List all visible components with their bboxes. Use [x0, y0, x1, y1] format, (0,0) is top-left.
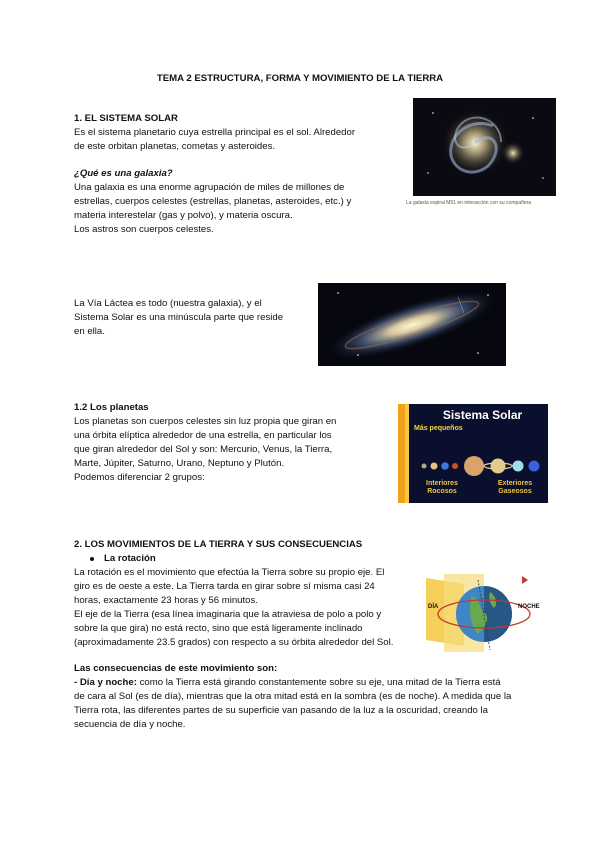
text-line: de cara al Sol (es de día), mientras que la otra mitad está en la sombra (es de noche). A medida que la [74, 691, 512, 702]
image-title: Sistema Solar [442, 408, 523, 422]
text-line: sobre la que gira) no está recto, sino que está ligeramente inclinado [74, 623, 363, 634]
text-line: que giran alrededor del Sol y son: Mercurio, Venus, la Tierra, [74, 444, 333, 455]
text-line: Podemos diferenciar 2 grupos: [74, 472, 205, 483]
section-heading: 1. EL SISTEMA SOLAR [74, 113, 178, 124]
image-label-outer: Exteriores Gaseosos [497, 480, 533, 495]
section-planets [74, 401, 374, 485]
text-line: de este orbitan planetas, cometas y asteroides. [74, 141, 276, 152]
milky-way-text [74, 297, 304, 339]
text-line: una órbita elíptica alrededor de una estrella, en particular los [74, 430, 332, 441]
consequences-heading: Las consecuencias de este movimiento son: [74, 663, 278, 674]
image-label-inner: Interiores Rocosos [426, 480, 458, 495]
text-line: La Vía Láctea es todo (nuestra galaxia), y el [74, 298, 262, 309]
text-line: Tierra rota, las diferentes partes de su superficie van pasando de la luz a la oscuridad, creando la [74, 705, 489, 716]
text-line: Sistema Solar es una minúscula parte que reside [74, 312, 284, 323]
section-heading: 1.2 Los planetas [74, 402, 149, 413]
text-line: estrellas, cuerpos celestes (estrellas, planetas, asteroides, etc.) y [74, 196, 352, 207]
text-line: Es el sistema planetario cuya estrella principal es el sol. Alrededor [74, 127, 356, 138]
text-line: materia interestelar (gas y polvo), y materia oscura. [74, 210, 293, 221]
text-line: Una galaxia es una enorme agrupación de miles de millones de [74, 182, 345, 193]
text-line: La rotación es el movimiento que efectúa la Tierra sobre su propio eje. El [74, 567, 385, 578]
page-title: TEMA 2 ESTRUCTURA, FORMA Y MOVIMIENTO DE LA TIERRA [156, 73, 444, 84]
text-line: Marte, Júpiter, Saturno, Urano, Neptuno y Plutón. [74, 458, 285, 469]
text-line: Los planetas son cuerpos celestes sin luz propia que giran en [74, 416, 337, 427]
text-line: en ella. [74, 326, 105, 337]
section-movements [74, 538, 434, 650]
bullet-icon [90, 557, 94, 561]
spiral-galaxy-image [413, 98, 556, 196]
subheading-question: ¿Qué es una galaxia? [74, 168, 173, 179]
text-line-first [74, 676, 544, 690]
earth-rotation-image [424, 570, 542, 656]
image-caption: La galaxia espiral M51 en interacción con su compañera [406, 200, 532, 206]
milky-way-image [318, 283, 506, 366]
section-heading: 2. LOS MOVIMIENTOS DE LA TIERRA Y SUS CONSECUENCIAS [74, 539, 363, 550]
image-label-small: Más pequeños [414, 425, 463, 432]
consequences-block [74, 662, 544, 732]
bullet-heading: La rotación [104, 553, 156, 564]
text-line: Los astros son cuerpos celestes. [74, 224, 214, 235]
day-night-label: - Día y noche: [74, 677, 137, 688]
text-line: secuencia de día y noche. [74, 719, 186, 730]
image-label-day: DÍA [428, 604, 439, 610]
text-line: El eje de la Tierra (esa línea imaginaria que la atraviesa de polo a polo y [74, 609, 382, 620]
solar-system-image [398, 404, 548, 503]
section-solar-system [74, 112, 404, 237]
text-line: horas, exactamente 23 horas y 56 minutos. [74, 595, 258, 606]
image-label-night: NOCHE [518, 604, 540, 610]
text-line: (aproximadamente 23.5 grados) con respecto a su órbita alrededor del Sol. [74, 637, 394, 648]
text-line: giro es de oeste a este. La Tierra tarda en girar sobre sí misma casi 24 [74, 581, 375, 592]
day-night-text: como la Tierra está girando constantemente sobre su eje, una mitad de la Tierra está [136, 677, 501, 688]
